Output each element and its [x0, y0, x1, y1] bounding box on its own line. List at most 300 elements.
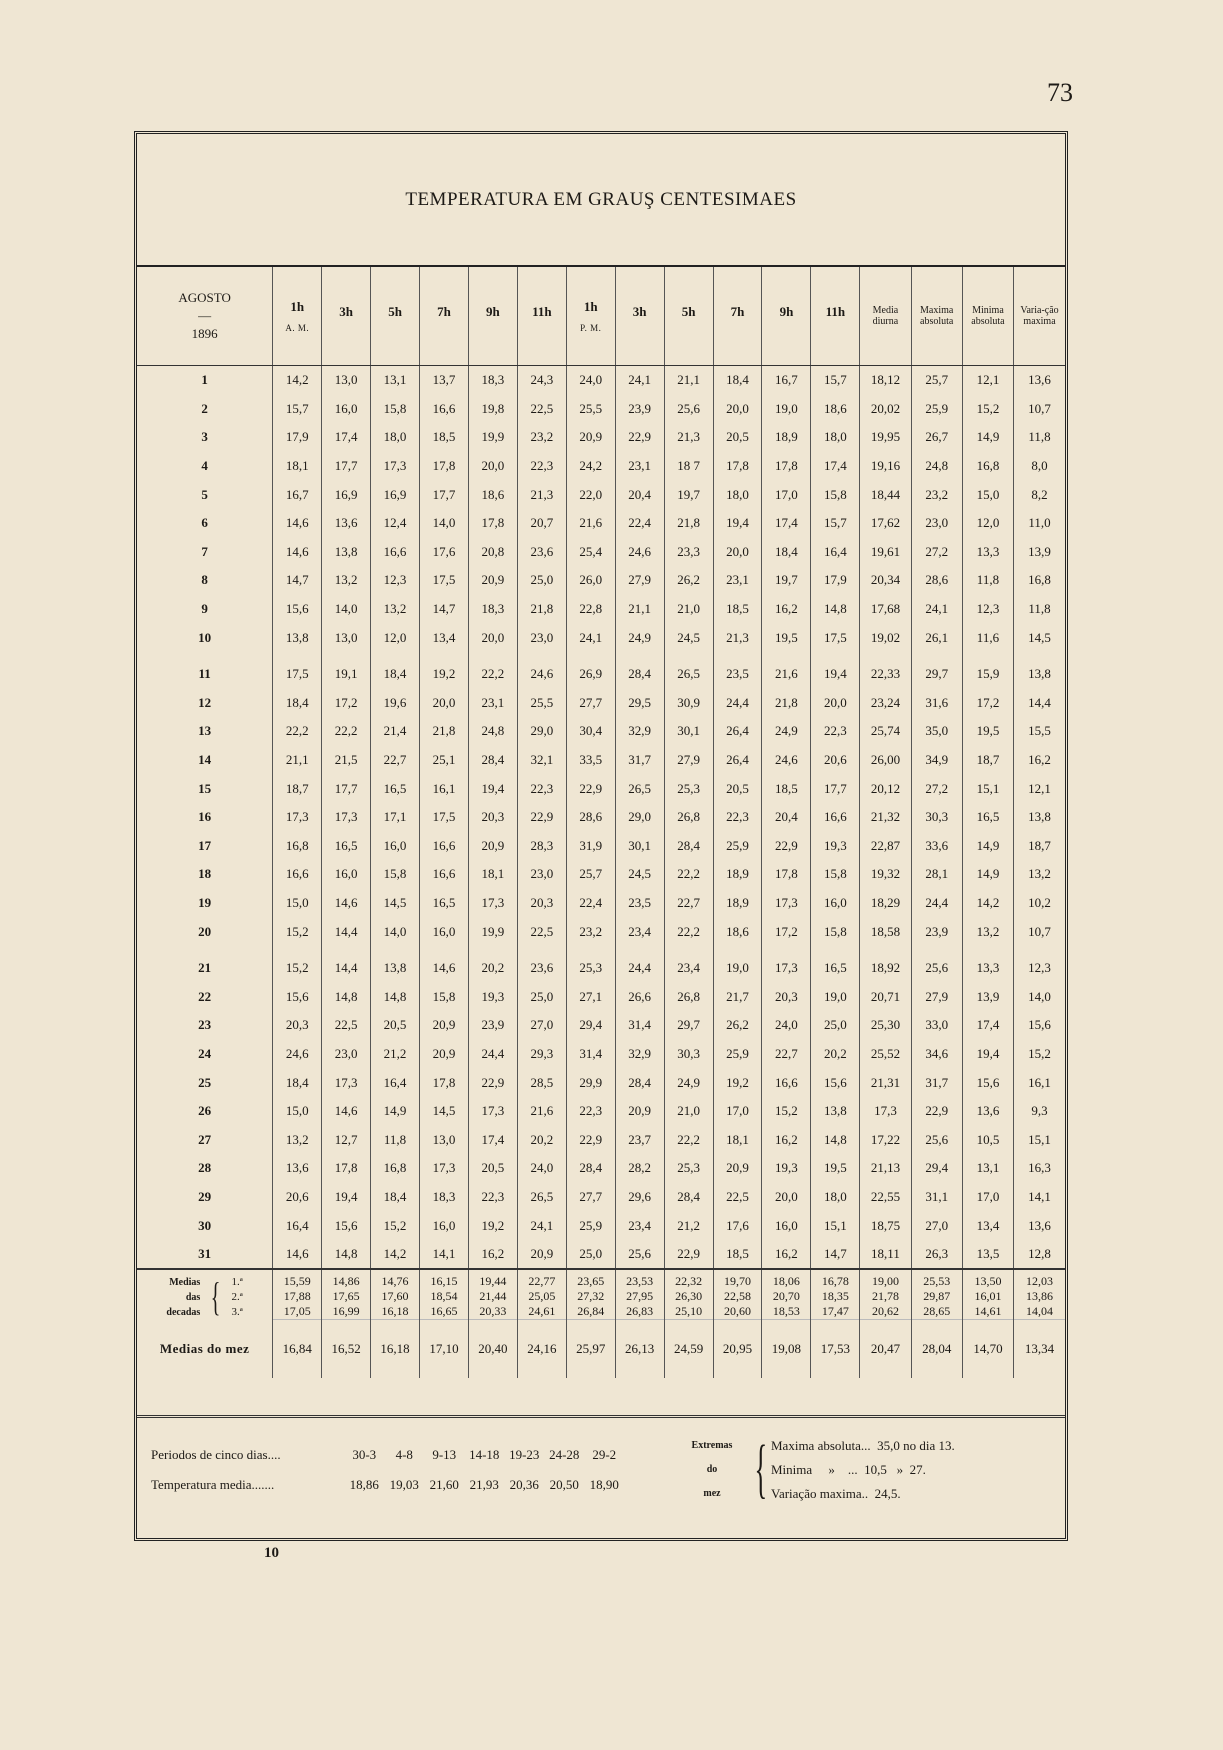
- table-title: TEMPERATURA EM GRAUŞ CENTESIMAES: [405, 189, 797, 210]
- decade-mean-value: 22,77: [528, 1274, 556, 1289]
- decade-words: [166, 1275, 200, 1320]
- temperature-cell: 10,7: [1014, 395, 1065, 424]
- temperature-cell: 25,1: [420, 746, 469, 775]
- day-label: 24: [198, 1045, 212, 1061]
- temperature-cell: 18,75: [860, 1211, 911, 1240]
- temperature-cell: 17,68: [860, 595, 911, 624]
- day-row: [137, 623, 1065, 652]
- temperature-cell: 19,4: [322, 1183, 371, 1212]
- temperature-cell: 24,1: [911, 595, 962, 624]
- temperature-cell: 22,9: [664, 1240, 713, 1270]
- temperature-cell: 18,1: [468, 860, 517, 889]
- temperature-cell: 19,2: [420, 652, 469, 689]
- temperature-cell: 18,5: [420, 423, 469, 452]
- temperature-cell: 14,7: [811, 1240, 860, 1270]
- temperature-cell: 29,7: [664, 1011, 713, 1040]
- temperature-cell: 18,5: [713, 1240, 762, 1270]
- periods-label: Periodos de cinco dias....: [151, 1447, 281, 1462]
- temperature-cell: 16,0: [420, 1211, 469, 1240]
- temperature-cell: 18,4: [273, 1068, 322, 1097]
- temperature-cell: 16,6: [371, 538, 420, 567]
- temperature-cell: 13,6: [962, 1097, 1013, 1126]
- temperature-cell: 17,2: [322, 689, 371, 718]
- extremes-lines: [771, 1434, 955, 1506]
- temperature-cell: 23,7: [615, 1125, 664, 1154]
- temperature-cell: 13,7: [420, 366, 469, 395]
- temperature-cell: 17,3: [762, 889, 811, 918]
- temperature-cell: 14,8: [322, 982, 371, 1011]
- temperature-cell: 20,5: [371, 1011, 420, 1040]
- temperature-cell: 23,1: [713, 566, 762, 595]
- temperature-cell: 24,9: [664, 1068, 713, 1097]
- temperature-cell: 13,8: [371, 946, 420, 983]
- decade-mean-cell: [713, 1269, 762, 1320]
- temperature-cell: 20,3: [762, 982, 811, 1011]
- temperature-cell: 26,4: [713, 746, 762, 775]
- extremes-label-line: mez: [703, 1488, 721, 1499]
- decade-mean-value: 20,60: [724, 1304, 751, 1319]
- month-mean-cell: 17,10: [420, 1320, 469, 1379]
- decade-mean-value: 14,61: [974, 1304, 1002, 1319]
- day-label: 2: [201, 400, 208, 416]
- temperature-cell: 23,2: [566, 917, 615, 946]
- temperature-cell: 20,71: [860, 982, 911, 1011]
- temperature-cell: 22,7: [664, 889, 713, 918]
- decade-mean-value: 14,76: [381, 1274, 409, 1289]
- temperature-cell: 19,7: [664, 480, 713, 509]
- hour-label: 5h: [388, 304, 402, 319]
- day-row: [137, 746, 1065, 775]
- temperature-cell: 15,6: [322, 1211, 371, 1240]
- temperature-cell: 12,4: [371, 509, 420, 538]
- temperature-cell: 13,8: [273, 623, 322, 652]
- decade-mean-cell: [962, 1269, 1013, 1320]
- temperature-cell: 13,2: [962, 917, 1013, 946]
- temperature-cell: 25,5: [566, 395, 615, 424]
- temperature-cell: 31,4: [566, 1040, 615, 1069]
- day-row: [137, 717, 1065, 746]
- hour-label: 7h: [730, 304, 745, 319]
- temperature-cell: 14,8: [811, 595, 860, 624]
- temperature-cell: 23,9: [615, 395, 664, 424]
- decade-word: decadas: [166, 1306, 201, 1318]
- temperature-cell: 20,3: [517, 889, 566, 918]
- temperature-cell: 15,9: [962, 652, 1013, 689]
- temperature-cell: 27,9: [911, 982, 962, 1011]
- temperature-cell: 22,5: [713, 1183, 762, 1212]
- temperature-cell: 21,6: [762, 652, 811, 689]
- temperature-cell: 20,9: [517, 1240, 566, 1270]
- temperature-cell: 13,4: [420, 623, 469, 652]
- day-row: [137, 1011, 1065, 1040]
- temperature-cell: 12,3: [1014, 946, 1065, 983]
- temperature-cell: 17,5: [420, 566, 469, 595]
- temperature-cell: 19,4: [962, 1040, 1013, 1069]
- temperature-cell: 27,9: [664, 746, 713, 775]
- temperature-cell: 24,0: [566, 366, 615, 395]
- temperature-cell: 25,74: [860, 717, 911, 746]
- temperature-cell: 21,6: [566, 509, 615, 538]
- temperature-cell: 21,6: [517, 1097, 566, 1126]
- temperature-cell: 20,9: [468, 566, 517, 595]
- temperature-cell: 32,9: [615, 1040, 664, 1069]
- temperature-cell: 17,6: [420, 538, 469, 567]
- day-label: 7: [201, 543, 208, 559]
- temperature-cell: 18 7: [664, 452, 713, 481]
- day-row: [137, 889, 1065, 918]
- decade-mean-value: 19,70: [724, 1274, 751, 1289]
- temperature-cell: 17,3: [860, 1097, 911, 1126]
- temperature-cell: 19,7: [762, 566, 811, 595]
- temperature-cell: 23,24: [860, 689, 911, 718]
- temperature-cell: 22,87: [860, 832, 911, 861]
- temperature-cell: 19,61: [860, 538, 911, 567]
- temperature-cell: 22,2: [273, 717, 322, 746]
- decade-mean-value: 20,62: [871, 1304, 899, 1319]
- temperature-cell: 24,8: [468, 717, 517, 746]
- hour-header: [371, 267, 420, 366]
- temperature-cell: 21,0: [664, 1097, 713, 1126]
- temperature-cell: 13,6: [273, 1154, 322, 1183]
- day-row: [137, 395, 1065, 424]
- temperature-cell: 24,9: [615, 623, 664, 652]
- temperature-cell: 28,4: [615, 1068, 664, 1097]
- temperature-cell: 31,7: [615, 746, 664, 775]
- decade-mean-cell: [1014, 1269, 1065, 1320]
- temperature-cell: 24,8: [911, 452, 962, 481]
- temperature-cell: 19,0: [811, 982, 860, 1011]
- temperature-cell: 19,2: [713, 1068, 762, 1097]
- decade-mean-value: 27,32: [577, 1289, 605, 1304]
- decade-mean-value: 17,88: [283, 1289, 311, 1304]
- decade-mean-cell: [468, 1269, 517, 1320]
- decade-mean-value: 20,33: [479, 1304, 507, 1319]
- extreme-max: Maxima absoluta... 35,0 no dia 13.: [771, 1438, 955, 1453]
- temperature-cell: 29,4: [566, 1011, 615, 1040]
- temperature-cell: 17,3: [468, 1097, 517, 1126]
- temperature-cell: 23,3: [664, 538, 713, 567]
- temperature-cell: 22,9: [566, 1125, 615, 1154]
- month-mean-cell: 16,84: [273, 1320, 322, 1379]
- extreme-min: Minima » ... 10,5 » 27.: [771, 1462, 926, 1477]
- temperature-cell: 17,3: [273, 803, 322, 832]
- temperature-cell: 17,7: [811, 774, 860, 803]
- temperature-cell: 14,8: [811, 1125, 860, 1154]
- temperature-cell: 22,55: [860, 1183, 911, 1212]
- day-label: 27: [198, 1131, 212, 1147]
- temperature-cell: 17,8: [762, 860, 811, 889]
- temperature-cell: 26,7: [911, 423, 962, 452]
- temperature-cell: 28,4: [468, 746, 517, 775]
- decade-mean-value: 18,06: [772, 1274, 800, 1289]
- temperature-cell: 13,2: [1014, 860, 1065, 889]
- temperature-cell: 14,2: [273, 366, 322, 395]
- temperature-cell: 21,1: [273, 746, 322, 775]
- temperature-cell: 30,4: [566, 717, 615, 746]
- temperature-cell: 25,6: [664, 395, 713, 424]
- decade-mean-value: 25,10: [675, 1304, 703, 1319]
- month-mean-cell: 26,13: [615, 1320, 664, 1379]
- temperature-cell: 16,5: [420, 889, 469, 918]
- temperature-cell: 31,6: [911, 689, 962, 718]
- temperature-cell: 31,4: [615, 1011, 664, 1040]
- temperature-cell: 17,2: [762, 917, 811, 946]
- temperature-cell: 15,6: [1014, 1011, 1065, 1040]
- day-row: [137, 1068, 1065, 1097]
- temperature-cell: 17,4: [962, 1011, 1013, 1040]
- temperature-cell: 26,6: [615, 982, 664, 1011]
- temperature-cell: 24,9: [762, 717, 811, 746]
- temperature-cell: 28,3: [517, 832, 566, 861]
- temperature-cell: 26,00: [860, 746, 911, 775]
- temperature-cell: 18,0: [371, 423, 420, 452]
- temperature-cell: 19,0: [713, 946, 762, 983]
- month-mean-cell: 16,52: [322, 1320, 371, 1379]
- temperature-cell: 18,0: [811, 1183, 860, 1212]
- temperature-cell: 9,3: [1014, 1097, 1065, 1126]
- hour-label: 7h: [437, 304, 451, 319]
- temperature-cell: 14,5: [1014, 623, 1065, 652]
- day-label: 31: [198, 1246, 212, 1262]
- day-label: 29: [198, 1188, 212, 1204]
- day-label: 6: [201, 515, 208, 531]
- temperature-values: [344, 1477, 624, 1492]
- temperature-cell: 19,9: [468, 423, 517, 452]
- decade-mean-value: 16,01: [974, 1289, 1002, 1304]
- decade-mean-cell: [322, 1269, 371, 1320]
- temperature-cell: 19,5: [962, 717, 1013, 746]
- temperature-cell: 19,3: [762, 1154, 811, 1183]
- temperature-cell: 18,0: [713, 480, 762, 509]
- temperature-cell: 24,6: [517, 652, 566, 689]
- temperature-cell: 16,9: [371, 480, 420, 509]
- header-row: [137, 267, 1065, 366]
- temperature-cell: 18,9: [762, 423, 811, 452]
- hour-period: P. M.: [580, 323, 602, 333]
- temperature-cell: 18,3: [468, 595, 517, 624]
- decade-mean-value: 18,35: [821, 1289, 849, 1304]
- temperature-cell: 14,9: [371, 1097, 420, 1126]
- temperature-cell: 13,0: [322, 366, 371, 395]
- temperature-cell: 11,8: [1014, 595, 1065, 624]
- temperature-cell: 11,8: [1014, 423, 1065, 452]
- temperature-cell: 17,0: [962, 1183, 1013, 1212]
- temperature-cell: 25,7: [911, 366, 962, 395]
- temperature-cell: 10,2: [1014, 889, 1065, 918]
- temperature-cell: 19,95: [860, 423, 911, 452]
- decade-mean-cell: [420, 1269, 469, 1320]
- temperature-cell: 13,9: [1014, 538, 1065, 567]
- decade-mean-value: 12,03: [1026, 1274, 1054, 1289]
- temperature-cell: 30,9: [664, 689, 713, 718]
- month-mean-cell: 19,08: [762, 1320, 811, 1379]
- temperature-cell: 15,2: [273, 917, 322, 946]
- temperature-cell: 15,8: [420, 982, 469, 1011]
- temperature-cell: 21,8: [420, 717, 469, 746]
- temperature-cell: 17,2: [962, 689, 1013, 718]
- hour-header: [762, 267, 811, 366]
- temperature-cell: 19,1: [322, 652, 371, 689]
- temperature-cell: 16,6: [420, 395, 469, 424]
- temperature-cell: 25,3: [664, 774, 713, 803]
- temperature-cell: 15,1: [962, 774, 1013, 803]
- temperature-cell: 22,9: [615, 423, 664, 452]
- temperature-cell: 13,5: [962, 1240, 1013, 1270]
- temperature-cell: 29,4: [911, 1154, 962, 1183]
- day-label: 13: [198, 723, 212, 739]
- temperature-cell: 18,7: [1014, 832, 1065, 861]
- day-label: 19: [198, 894, 212, 910]
- temperature-cell: 19,4: [811, 652, 860, 689]
- temperature-cell: 20,2: [517, 1125, 566, 1154]
- day-row: [137, 566, 1065, 595]
- hour-label: 3h: [632, 304, 647, 319]
- decade-mean-value: 26,84: [577, 1304, 605, 1319]
- day-label: 15: [198, 780, 212, 796]
- temperature-cell: 20,9: [615, 1097, 664, 1126]
- temperature-cell: 21,2: [371, 1040, 420, 1069]
- temperature-cell: 18,5: [762, 774, 811, 803]
- decade-numbers: [232, 1275, 243, 1320]
- temperature-cell: 24,1: [566, 623, 615, 652]
- temperature-cell: 18,4: [762, 538, 811, 567]
- decade-number: 1.ª: [231, 1275, 243, 1288]
- decade-mean-cell: [371, 1269, 420, 1320]
- decade-mean-value: 21,44: [479, 1289, 507, 1304]
- temperature-cell: 22,3: [566, 1097, 615, 1126]
- temperature-cell: 17,3: [322, 1068, 371, 1097]
- temperature-cell: 20,02: [860, 395, 911, 424]
- temperature-cell: 16,8: [273, 832, 322, 861]
- decade-mean-value: 24,61: [528, 1304, 556, 1319]
- temperature-cell: 8,0: [1014, 452, 1065, 481]
- temperature-cell: 11,6: [962, 623, 1013, 652]
- hour-period: A. M.: [285, 323, 310, 333]
- temperature-cell: 28,6: [911, 566, 962, 595]
- temperature-cell: 16,1: [1014, 1068, 1065, 1097]
- temperature-cell: 24,6: [615, 538, 664, 567]
- temperature-cell: 22,4: [566, 889, 615, 918]
- temperature-cell: 18,9: [713, 889, 762, 918]
- decade-word: Medias: [169, 1276, 201, 1288]
- day-label: 30: [198, 1217, 212, 1233]
- temperature-cell: 16,6: [273, 860, 322, 889]
- temperature-cell: 16,6: [420, 832, 469, 861]
- temperature-cell: 13,2: [322, 566, 371, 595]
- temperature-cell: 16,2: [1014, 746, 1065, 775]
- temperature-cell: 32,9: [615, 717, 664, 746]
- month-means-row: [137, 1320, 1065, 1379]
- temperature-cell: 16,0: [762, 1211, 811, 1240]
- decade-mean-value: 16,99: [332, 1304, 360, 1319]
- temperature-cell: 27,0: [517, 1011, 566, 1040]
- temperature-cell: 17,3: [468, 889, 517, 918]
- temperature-cell: 12,8: [1014, 1240, 1065, 1270]
- day-row: [137, 982, 1065, 1011]
- temperature-cell: 16,5: [811, 946, 860, 983]
- temperature-cell: 15,1: [1014, 1125, 1065, 1154]
- temperature-cell: 22,5: [517, 917, 566, 946]
- temperature-cell: 14,6: [322, 1097, 371, 1126]
- temperature-cell: 33,0: [911, 1011, 962, 1040]
- temperature-cell: 31,7: [911, 1068, 962, 1097]
- temperature-cell: 22,2: [664, 917, 713, 946]
- decade-mean-value: 15,59: [283, 1274, 311, 1289]
- day-label: 23: [198, 1017, 212, 1033]
- month-mean-cell: 20,47: [860, 1320, 911, 1379]
- day-row: [137, 1040, 1065, 1069]
- temperature-cell: 22,9: [911, 1097, 962, 1126]
- temperature-cell: 27,9: [615, 566, 664, 595]
- decade-mean-value: 13,50: [974, 1274, 1002, 1289]
- temperature-cell: 20,0: [762, 1183, 811, 1212]
- temperature-cell: 18,29: [860, 889, 911, 918]
- temperature-cell: 12,1: [962, 366, 1013, 395]
- temperature-cell: 25,0: [517, 566, 566, 595]
- month-mean-cell: 20,95: [713, 1320, 762, 1379]
- temperature-cell: 18,4: [273, 689, 322, 718]
- temperature-cell: 20,5: [713, 774, 762, 803]
- temperature-cell: 33,5: [566, 746, 615, 775]
- temperature-cell: 22,2: [664, 860, 713, 889]
- temperature-cell: 17,3: [322, 803, 371, 832]
- temperature-cell: 30,3: [911, 803, 962, 832]
- decade-mean-value: 16,18: [381, 1304, 409, 1319]
- temperature-cell: 13,8: [1014, 803, 1065, 832]
- day-row: [137, 538, 1065, 567]
- temperature-cell: 15,0: [962, 480, 1013, 509]
- temperature-cell: 23,1: [468, 689, 517, 718]
- temperature-cell: 16,7: [273, 480, 322, 509]
- temperature-cell: 29,6: [615, 1183, 664, 1212]
- hour-header: [811, 267, 860, 366]
- temperature-cell: 17,8: [713, 452, 762, 481]
- periods-block: [151, 1440, 624, 1500]
- temperature-cell: 23,2: [517, 423, 566, 452]
- temperature-cell: 17,3: [762, 946, 811, 983]
- temperature-cell: 8,2: [1014, 480, 1065, 509]
- temperature-cell: 14,5: [420, 1097, 469, 1126]
- period-value: 14-18: [469, 1447, 500, 1462]
- temperature-cell: 19,9: [468, 917, 517, 946]
- temperature-cell: 16,2: [762, 1125, 811, 1154]
- temperature-row: [151, 1470, 624, 1500]
- day-row: [137, 803, 1065, 832]
- temperature-cell: 28,4: [664, 1183, 713, 1212]
- temperature-cell: 28,4: [615, 652, 664, 689]
- temperature-cell: 20,3: [273, 1011, 322, 1040]
- temperature-cell: 14,0: [1014, 982, 1065, 1011]
- temperature-cell: 21,13: [860, 1154, 911, 1183]
- temperature-cell: 28,6: [566, 803, 615, 832]
- temperature-cell: 16,9: [322, 480, 371, 509]
- decade-mean-value: 27,95: [626, 1289, 654, 1304]
- temperature-cell: 25,6: [615, 1240, 664, 1270]
- temperature-cell: 18,11: [860, 1240, 911, 1270]
- temperature-cell: 22,0: [566, 480, 615, 509]
- temperature-cell: 24,1: [615, 366, 664, 395]
- decade-mean-value: 23,53: [626, 1274, 654, 1289]
- day-row: [137, 480, 1065, 509]
- temperature-cell: 13,1: [371, 366, 420, 395]
- temperature-cell: 13,0: [322, 623, 371, 652]
- day-row: [137, 452, 1065, 481]
- temperature-cell: 13,4: [962, 1211, 1013, 1240]
- temperature-cell: 10,5: [962, 1125, 1013, 1154]
- temperature-cell: 34,9: [911, 746, 962, 775]
- temperature-cell: 35,0: [911, 717, 962, 746]
- temperature-cell: 28,5: [517, 1068, 566, 1097]
